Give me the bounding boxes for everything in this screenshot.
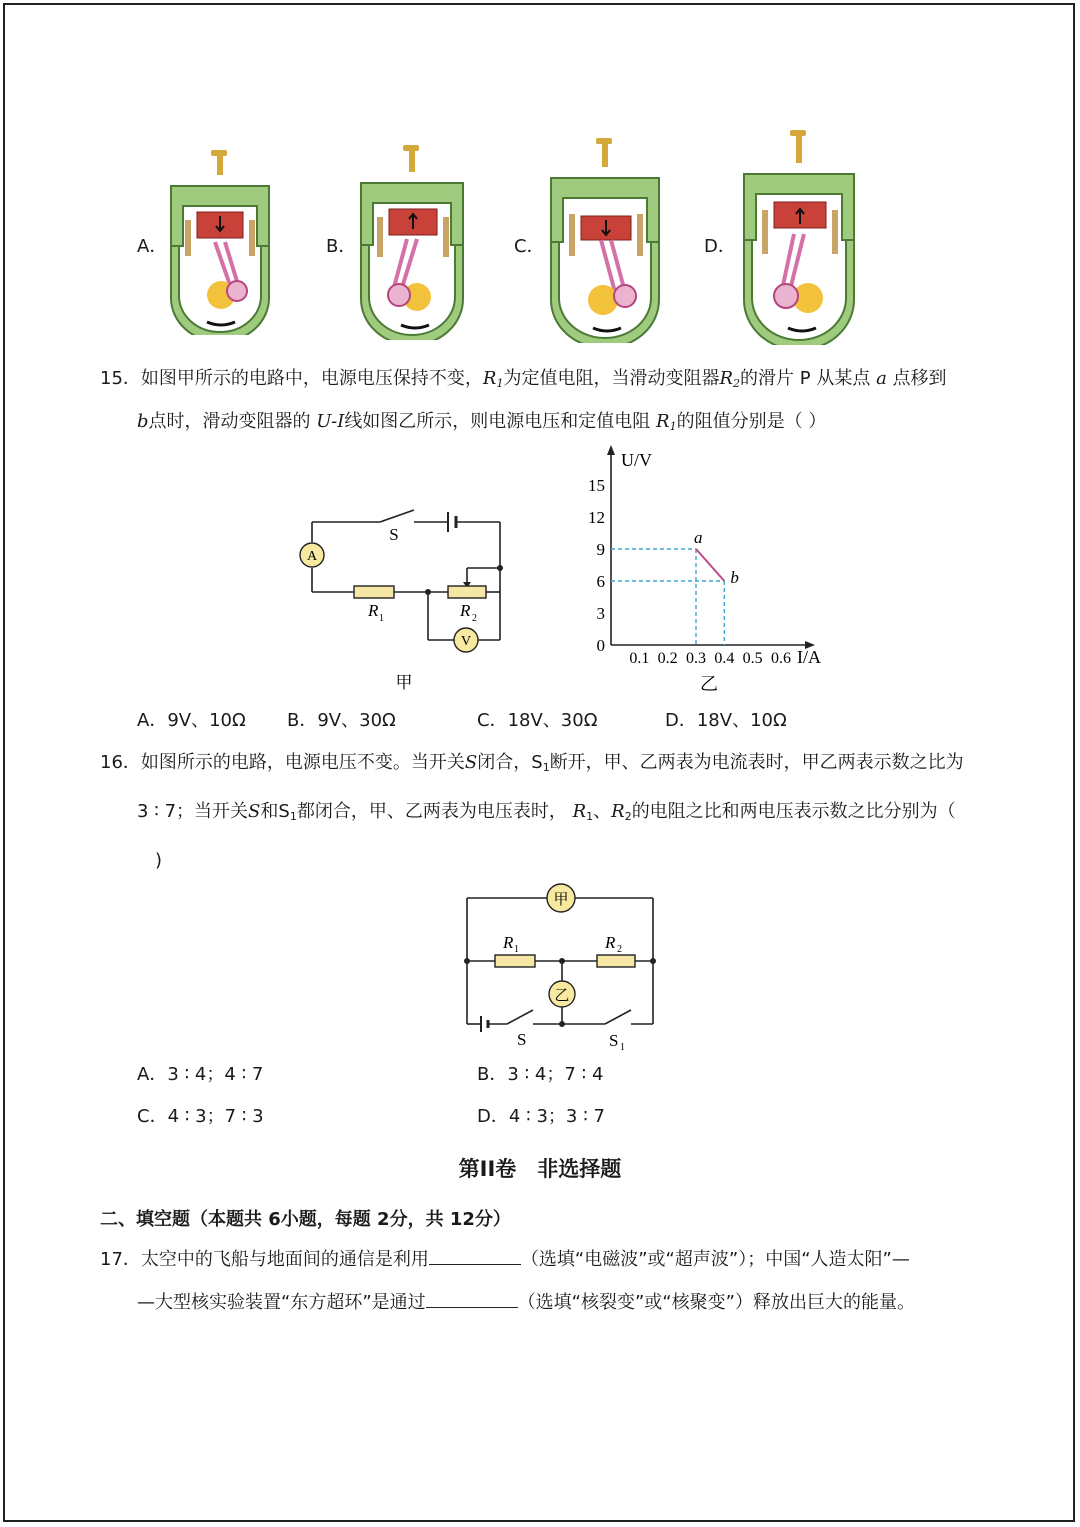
figure-caption-yi: 乙 — [700, 674, 718, 694]
y-tick-label: 9 — [596, 540, 605, 559]
q15-ui-graph — [575, 440, 835, 700]
engine-diagram-d — [738, 130, 860, 345]
q15-option-a[interactable]: A．9V、10Ω — [137, 710, 246, 731]
meter-jia-label: 甲 — [553, 892, 569, 908]
q15-line2 — [137, 411, 826, 433]
x-tick-label: 0.5 — [742, 650, 763, 667]
q17-blank-2[interactable] — [426, 1291, 518, 1308]
r2-label: R — [605, 933, 616, 952]
r1-symbol: R — [572, 801, 587, 822]
s-symbol: S — [464, 752, 478, 773]
y-tick-label: 3 — [596, 604, 605, 623]
x-tick-label: 0.3 — [686, 650, 706, 667]
q16-line3: ) — [155, 850, 163, 871]
y-tick-label: 15 — [588, 476, 605, 495]
r2-subscript: 2 — [733, 377, 741, 390]
q17-line2 — [137, 1291, 915, 1314]
r2-symbol: R — [611, 801, 625, 822]
ui-symbol: U-I — [316, 411, 345, 432]
y-tick-label: 6 — [596, 572, 605, 591]
engine-option-d-label: D． — [704, 236, 736, 257]
q16-option-c[interactable]: C．4 ∶ 3；7 ∶ 3 — [137, 1106, 264, 1127]
r1-subscript: 1 — [496, 377, 504, 390]
r2-label: R — [460, 601, 471, 620]
r2-symbol: R — [719, 368, 734, 389]
y-tick-label: 0 — [596, 636, 605, 655]
point-label-b: b — [730, 568, 739, 587]
switch-s-label: S — [389, 525, 399, 544]
r1-label-sub: 1 — [514, 944, 519, 955]
q16-text: 、 — [593, 801, 612, 822]
y-axis-arrow — [607, 445, 615, 455]
q15-text: 点时，滑动变阻器的 — [148, 411, 311, 432]
r1-label-sub: 1 — [379, 613, 384, 624]
s1-symbol: S — [278, 801, 290, 822]
r1-symbol: R — [482, 368, 497, 389]
q17-line1 — [100, 1248, 910, 1271]
q16-number: 16． — [100, 752, 141, 773]
q15-circuit-diagram — [290, 500, 520, 700]
q16-text: 都闭合，甲、乙两表为电压表时， — [296, 801, 567, 822]
r1-label: R — [368, 601, 379, 620]
point-label-a: a — [694, 528, 703, 547]
r1-label: R — [503, 933, 514, 952]
q16-text: 断开，甲、乙两表为电流表时，甲乙两表示数之比为 — [549, 752, 964, 773]
voltmeter-label: V — [460, 634, 472, 649]
q17-number: 17． — [100, 1249, 141, 1270]
q17-text: —大型核实验装置“东方超环”是通过 — [137, 1292, 426, 1313]
q15-text: 的阻值分别是（ ） — [676, 411, 827, 432]
x-axis-label: I/A — [797, 647, 821, 667]
q15-text: 的滑片 P 从某点 — [740, 368, 871, 389]
ammeter-label: A — [306, 549, 318, 564]
q15-option-c[interactable]: C．18V、30Ω — [477, 710, 598, 731]
s1-subscript: 1 — [289, 810, 297, 823]
y-axis-label: U/V — [621, 450, 652, 470]
engine-diagram-c — [545, 138, 665, 343]
q15-option-d[interactable]: D．18V、10Ω — [665, 710, 787, 731]
q16-text: 和 — [260, 801, 279, 822]
q15-number: 15． — [100, 368, 141, 389]
q16-option-a[interactable]: A．3 ∶ 4；4 ∶ 7 — [137, 1064, 264, 1085]
s1-symbol: S — [531, 752, 543, 773]
r1-symbol: R — [656, 411, 670, 432]
q16-line1 — [100, 752, 964, 774]
q15-text: 点移到 — [892, 368, 947, 389]
r2-label-sub: 2 — [472, 613, 477, 624]
q15-line1 — [100, 368, 947, 390]
switch-s-label: S — [517, 1030, 527, 1049]
q16-text: 如图所示的电路，电源电压不变。当开关 — [140, 752, 465, 773]
figure-caption-jia: 甲 — [395, 673, 413, 692]
q16-text: 闭合， — [477, 752, 532, 773]
s1-subscript: 1 — [542, 761, 550, 774]
q15-text: 线如图乙所示，则电源电压和定值电阻 — [344, 411, 651, 432]
q16-circuit-diagram — [455, 880, 665, 1050]
q17-text: （选填“电磁波”或“超声波”）；中国“人造太阳”— — [520, 1249, 910, 1270]
series-line — [696, 549, 724, 581]
s-symbol: S — [248, 801, 261, 822]
q17-blank-1[interactable] — [429, 1248, 521, 1265]
q16-line2 — [137, 801, 956, 823]
engine-option-b-label[interactable]: B． — [326, 236, 357, 257]
q16-option-b[interactable]: B．3 ∶ 4；7 ∶ 4 — [477, 1064, 604, 1085]
switch-s1-label: S — [609, 1031, 619, 1050]
x-tick-label: 0.1 — [629, 650, 650, 667]
q17-text: （选填“核裂变”或“核聚变”）释放出巨大的能量。 — [517, 1292, 915, 1313]
engine-option-c-label[interactable]: C． — [514, 236, 545, 257]
r1-subscript: 1 — [586, 810, 594, 823]
q15-text: 如图甲所示的电路中，电源电压保持不变， — [140, 368, 483, 389]
q16-option-d[interactable]: D．4 ∶ 3；3 ∶ 7 — [477, 1106, 605, 1127]
y-tick-label: 12 — [588, 508, 605, 527]
x-tick-label: 0.6 — [771, 650, 791, 667]
x-tick-label: 0.4 — [714, 650, 735, 667]
engine-diagram-a — [165, 150, 275, 335]
r2-label-sub: 2 — [617, 944, 622, 955]
engine-diagram-b — [355, 145, 470, 340]
point-a-symbol: a — [876, 368, 887, 389]
q16-text: 的电阻之比和两电压表示数之比分别为（ — [631, 801, 956, 822]
meter-yi-label: 乙 — [554, 988, 570, 1004]
r2-subscript: 2 — [624, 810, 632, 823]
q15-text: 为定值电阻，当滑动变阻器 — [503, 368, 720, 389]
q15-option-b[interactable]: B．9V、30Ω — [287, 710, 396, 731]
q17-text: 太空中的飞船与地面间的通信是利用 — [140, 1249, 429, 1270]
r1-subscript: 1 — [669, 420, 677, 433]
switch-s1-sub: 1 — [620, 1042, 625, 1050]
section-title: 第II卷 非选择题 — [458, 1157, 622, 1181]
part-heading: 二、填空题（本题共 6小题，每题 2分，共 12分） — [100, 1209, 511, 1230]
x-tick-label: 0.2 — [657, 650, 678, 667]
engine-option-a-label[interactable]: A． — [137, 236, 168, 257]
q16-text: 3 ∶ 7；当开关 — [137, 801, 249, 822]
point-b-symbol: b — [137, 411, 149, 432]
